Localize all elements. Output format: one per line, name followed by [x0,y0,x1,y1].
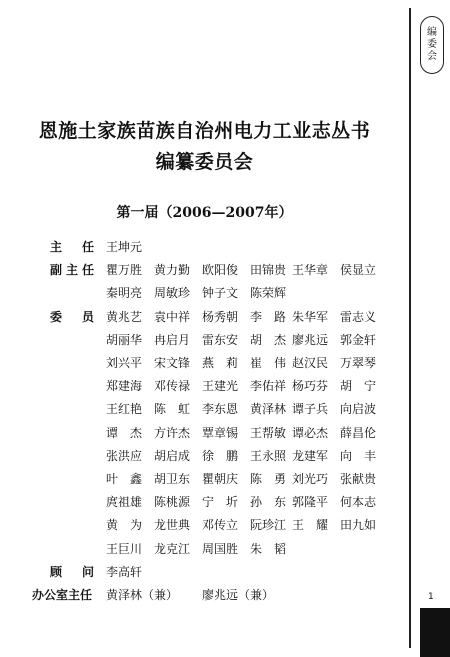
member-name: 瞿万胜 [106,263,143,278]
member-name: 王红艳 [106,402,143,417]
section-tab-char: 委 [427,39,437,50]
member-name: 袁中祥 [154,309,191,324]
member-name: 郭金轩 [340,332,377,347]
member-name: 王永照 [250,448,287,463]
member-name: 朱 韬 [250,541,287,556]
member-name: 胡 杰 [250,332,287,347]
member-name: 赵汉民 [292,356,329,370]
member-name: 钟子文 [202,286,239,301]
page-number: 1 [428,592,434,602]
member-name: 叶 鑫 [106,472,143,486]
member-name: 宁 圻 [202,495,239,510]
member-name: 黄泽林（兼） [106,588,179,602]
member-name: 雷东安 [202,332,239,347]
member-name: 杨巧芬 [292,379,329,394]
member-name: 庹祖雄 [106,495,143,510]
member-name: 周国胜 [202,541,239,556]
member-name: 李东恩 [202,402,239,417]
member-name: 宋文锋 [154,356,191,370]
member-name: 胡启成 [154,448,191,463]
member-name: 黄泽林 [250,402,287,417]
member-name: 廖兆远（兼） [202,588,275,602]
member-name: 欧阳俊 [202,263,239,278]
section-tab-char: 会 [427,51,437,62]
member-name: 谭必杰 [292,425,329,440]
section-tab-char: 编 [427,27,437,38]
member-name: 田锦贵 [250,263,287,278]
role-label: 副 主 任 [50,263,94,278]
member-name: 陈 虹 [154,402,191,417]
member-name: 张献贵 [340,472,377,486]
member-name: 方许杰 [154,425,191,440]
member-name: 谭 杰 [106,425,143,440]
member-name: 李佑祥 [250,379,287,394]
member-name: 谭子兵 [292,402,329,417]
session-heading: 第一届（2006—2007年） [116,205,293,221]
member-name: 万翠琴 [340,356,377,370]
member-name: 龙建军 [292,448,329,463]
member-name: 王 耀 [292,518,329,533]
member-name: 胡 宁 [340,379,377,394]
member-name: 胡丽华 [106,332,143,347]
member-name: 燕 莉 [202,356,239,370]
member-name: 崔 伟 [250,356,287,370]
member-name: 王坤元 [106,240,143,254]
member-name: 徐 鹏 [202,448,239,463]
member-name: 陈桃源 [154,495,191,510]
member-name: 王巨川 [106,541,143,556]
member-name: 王建光 [202,379,239,394]
member-name: 覃章锡 [202,425,239,440]
role-label: 主 任 [50,240,94,254]
member-name: 王帮敏 [250,425,287,440]
margin-rule [409,8,411,648]
role-label: 顾 问 [50,564,94,579]
member-name: 黄兆艺 [106,309,143,324]
member-name: 李 路 [250,309,287,324]
member-name: 秦明亮 [106,286,143,301]
member-name: 郑建海 [106,379,143,394]
committee-title: 编纂委员会 [155,151,254,173]
member-name: 田九如 [340,518,377,533]
member-name: 孙 东 [250,495,287,510]
member-name: 李高轩 [106,564,143,579]
member-name: 朱华军 [292,309,329,324]
member-name: 薛昌伦 [340,425,377,440]
member-name: 侯显立 [340,263,377,278]
role-label: 委 员 [50,309,94,324]
member-name: 周敏珍 [154,286,191,301]
member-name: 杨秀朝 [202,309,239,324]
member-name: 陈荣辉 [250,286,287,301]
member-name: 雷志义 [340,309,377,324]
member-name: 胡卫东 [154,472,191,486]
member-name: 向启波 [340,402,377,417]
member-name: 刘光巧 [292,472,329,486]
member-name: 黄 为 [106,518,143,533]
member-name: 龙克江 [154,541,191,556]
member-name: 邓传立 [202,518,239,533]
member-name: 邓传禄 [154,379,191,394]
member-name: 黄力勤 [154,263,191,278]
book-series-title: 恩施土家族苗族自治州电力工业志丛书 [38,120,371,142]
member-name: 何本志 [340,495,377,510]
member-name: 向 丰 [340,448,377,463]
member-name: 瞿朝庆 [202,472,239,486]
role-label: 办公室主任 [32,588,93,602]
section-tab [420,16,444,74]
member-name: 冉启月 [154,332,191,347]
member-name: 郭隆平 [292,495,329,510]
edge-bar [420,608,450,657]
member-name: 廖兆远 [292,332,329,347]
member-name: 张洪应 [106,448,143,463]
member-name: 刘兴平 [106,356,143,370]
member-name: 王华章 [292,263,329,278]
member-name: 龙世典 [154,518,191,533]
member-name: 陈 勇 [250,472,287,486]
member-name: 阮珍江 [250,518,287,533]
